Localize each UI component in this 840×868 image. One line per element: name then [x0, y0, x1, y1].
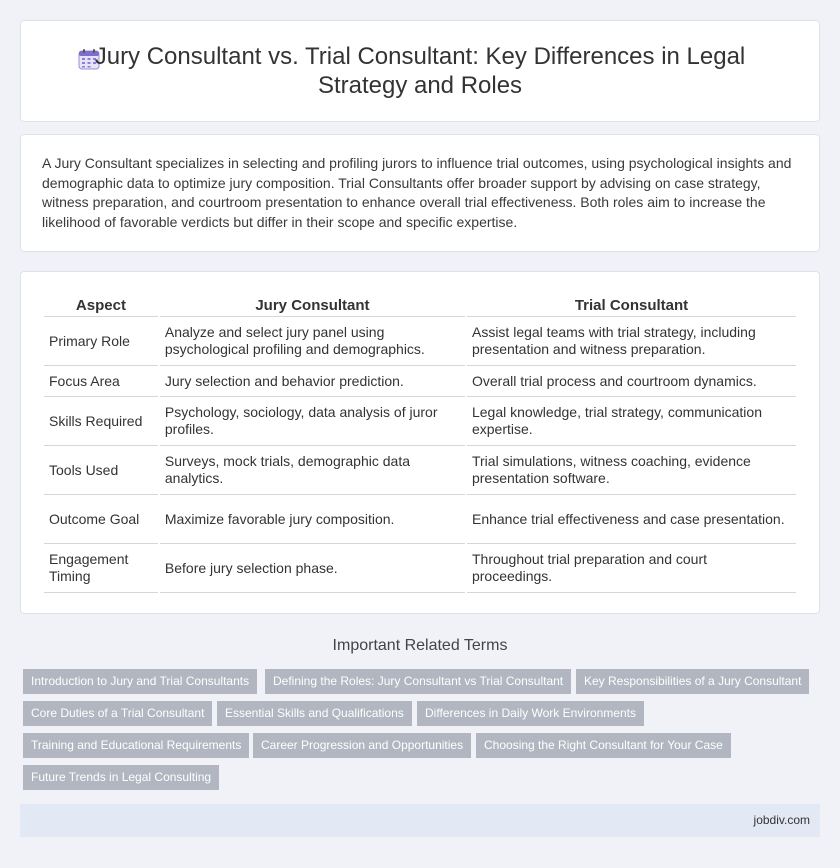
- jury-cell: Psychology, sociology, data analysis of juror profiles.: [160, 397, 465, 446]
- title-card: [20, 20, 820, 122]
- related-tag[interactable]: Career Progression and Opportunities: [253, 733, 471, 758]
- related-tag[interactable]: Core Duties of a Trial Consultant: [23, 701, 212, 726]
- related-tag[interactable]: Differences in Daily Work Environments: [417, 701, 644, 726]
- jury-cell: Maximize favorable jury composition.: [160, 495, 465, 544]
- comparison-card: [20, 271, 820, 614]
- intro-card: [20, 134, 820, 252]
- footer-site-link[interactable]: jobdiv.com: [753, 813, 810, 827]
- comparison-table: [42, 295, 798, 593]
- table-row: [44, 366, 796, 397]
- related-tag[interactable]: Essential Skills and Qualifications: [217, 701, 412, 726]
- table-row: [44, 544, 796, 593]
- table-row: [44, 397, 796, 446]
- trial-cell: Enhance trial effectiveness and case presentation.: [467, 495, 796, 544]
- trial-cell: Overall trial process and courtroom dynamics.: [467, 366, 796, 397]
- related-tag[interactable]: Training and Educational Requirements: [23, 733, 249, 758]
- related-tag[interactable]: Defining the Roles: Jury Consultant vs Trial Consultant: [265, 669, 571, 694]
- related-tag[interactable]: Future Trends in Legal Consulting: [23, 765, 219, 790]
- related-tag[interactable]: Key Responsibilities of a Jury Consultant: [576, 669, 809, 694]
- aspect-cell: Skills Required: [44, 397, 158, 446]
- trial-cell: Trial simulations, witness coaching, evidence presentation software.: [467, 446, 796, 495]
- table-row: [44, 446, 796, 495]
- jury-cell: Before jury selection phase.: [160, 544, 465, 593]
- table-row: [44, 317, 796, 366]
- trial-cell: Throughout trial preparation and court proceedings.: [467, 544, 796, 593]
- header-trial-consultant: Trial Consultant: [467, 295, 796, 317]
- trial-cell: Assist legal teams with trial strategy, including presentation and witness preparation.: [467, 317, 796, 366]
- jury-cell: Jury selection and behavior prediction.: [160, 366, 465, 397]
- jury-cell: Surveys, mock trials, demographic data analytics.: [160, 446, 465, 495]
- intro-paragraph: A Jury Consultant specializes in selecting and profiling jurors to influence trial outcomes, using psychological insights and demographic data to optimize jury composition. Trial Consultants offer broader support by advising on case strategy, witness preparation, and courtroom presentation to enhance overall trial effectiveness. Both roles aim to increase the likelihood of favorable verdicts but differ in their scope and specific expertise.: [42, 155, 792, 230]
- related-terms-title: Important Related Terms: [332, 637, 508, 654]
- related-tag[interactable]: Choosing the Right Consultant for Your Case: [476, 733, 731, 758]
- aspect-cell: Engagement Timing: [44, 544, 158, 593]
- page-title: Jury Consultant vs. Trial Consultant: Key Differences in Legal Strategy and Roles: [94, 43, 746, 99]
- aspect-cell: Primary Role: [44, 317, 158, 366]
- trial-cell: Legal knowledge, trial strategy, communication expertise.: [467, 397, 796, 446]
- jury-cell: Analyze and select jury panel using psychological profiling and demographics.: [160, 317, 465, 366]
- aspect-cell: Tools Used: [44, 446, 158, 495]
- header-jury-consultant: Jury Consultant: [160, 295, 465, 317]
- table-row: [44, 495, 796, 544]
- related-tag[interactable]: Introduction to Jury and Trial Consultants: [23, 669, 257, 694]
- aspect-cell: Focus Area: [44, 366, 158, 397]
- footer: [20, 804, 820, 837]
- header-aspect: Aspect: [44, 295, 158, 317]
- aspect-cell: Outcome Goal: [44, 495, 158, 544]
- table-header-row: [44, 295, 796, 317]
